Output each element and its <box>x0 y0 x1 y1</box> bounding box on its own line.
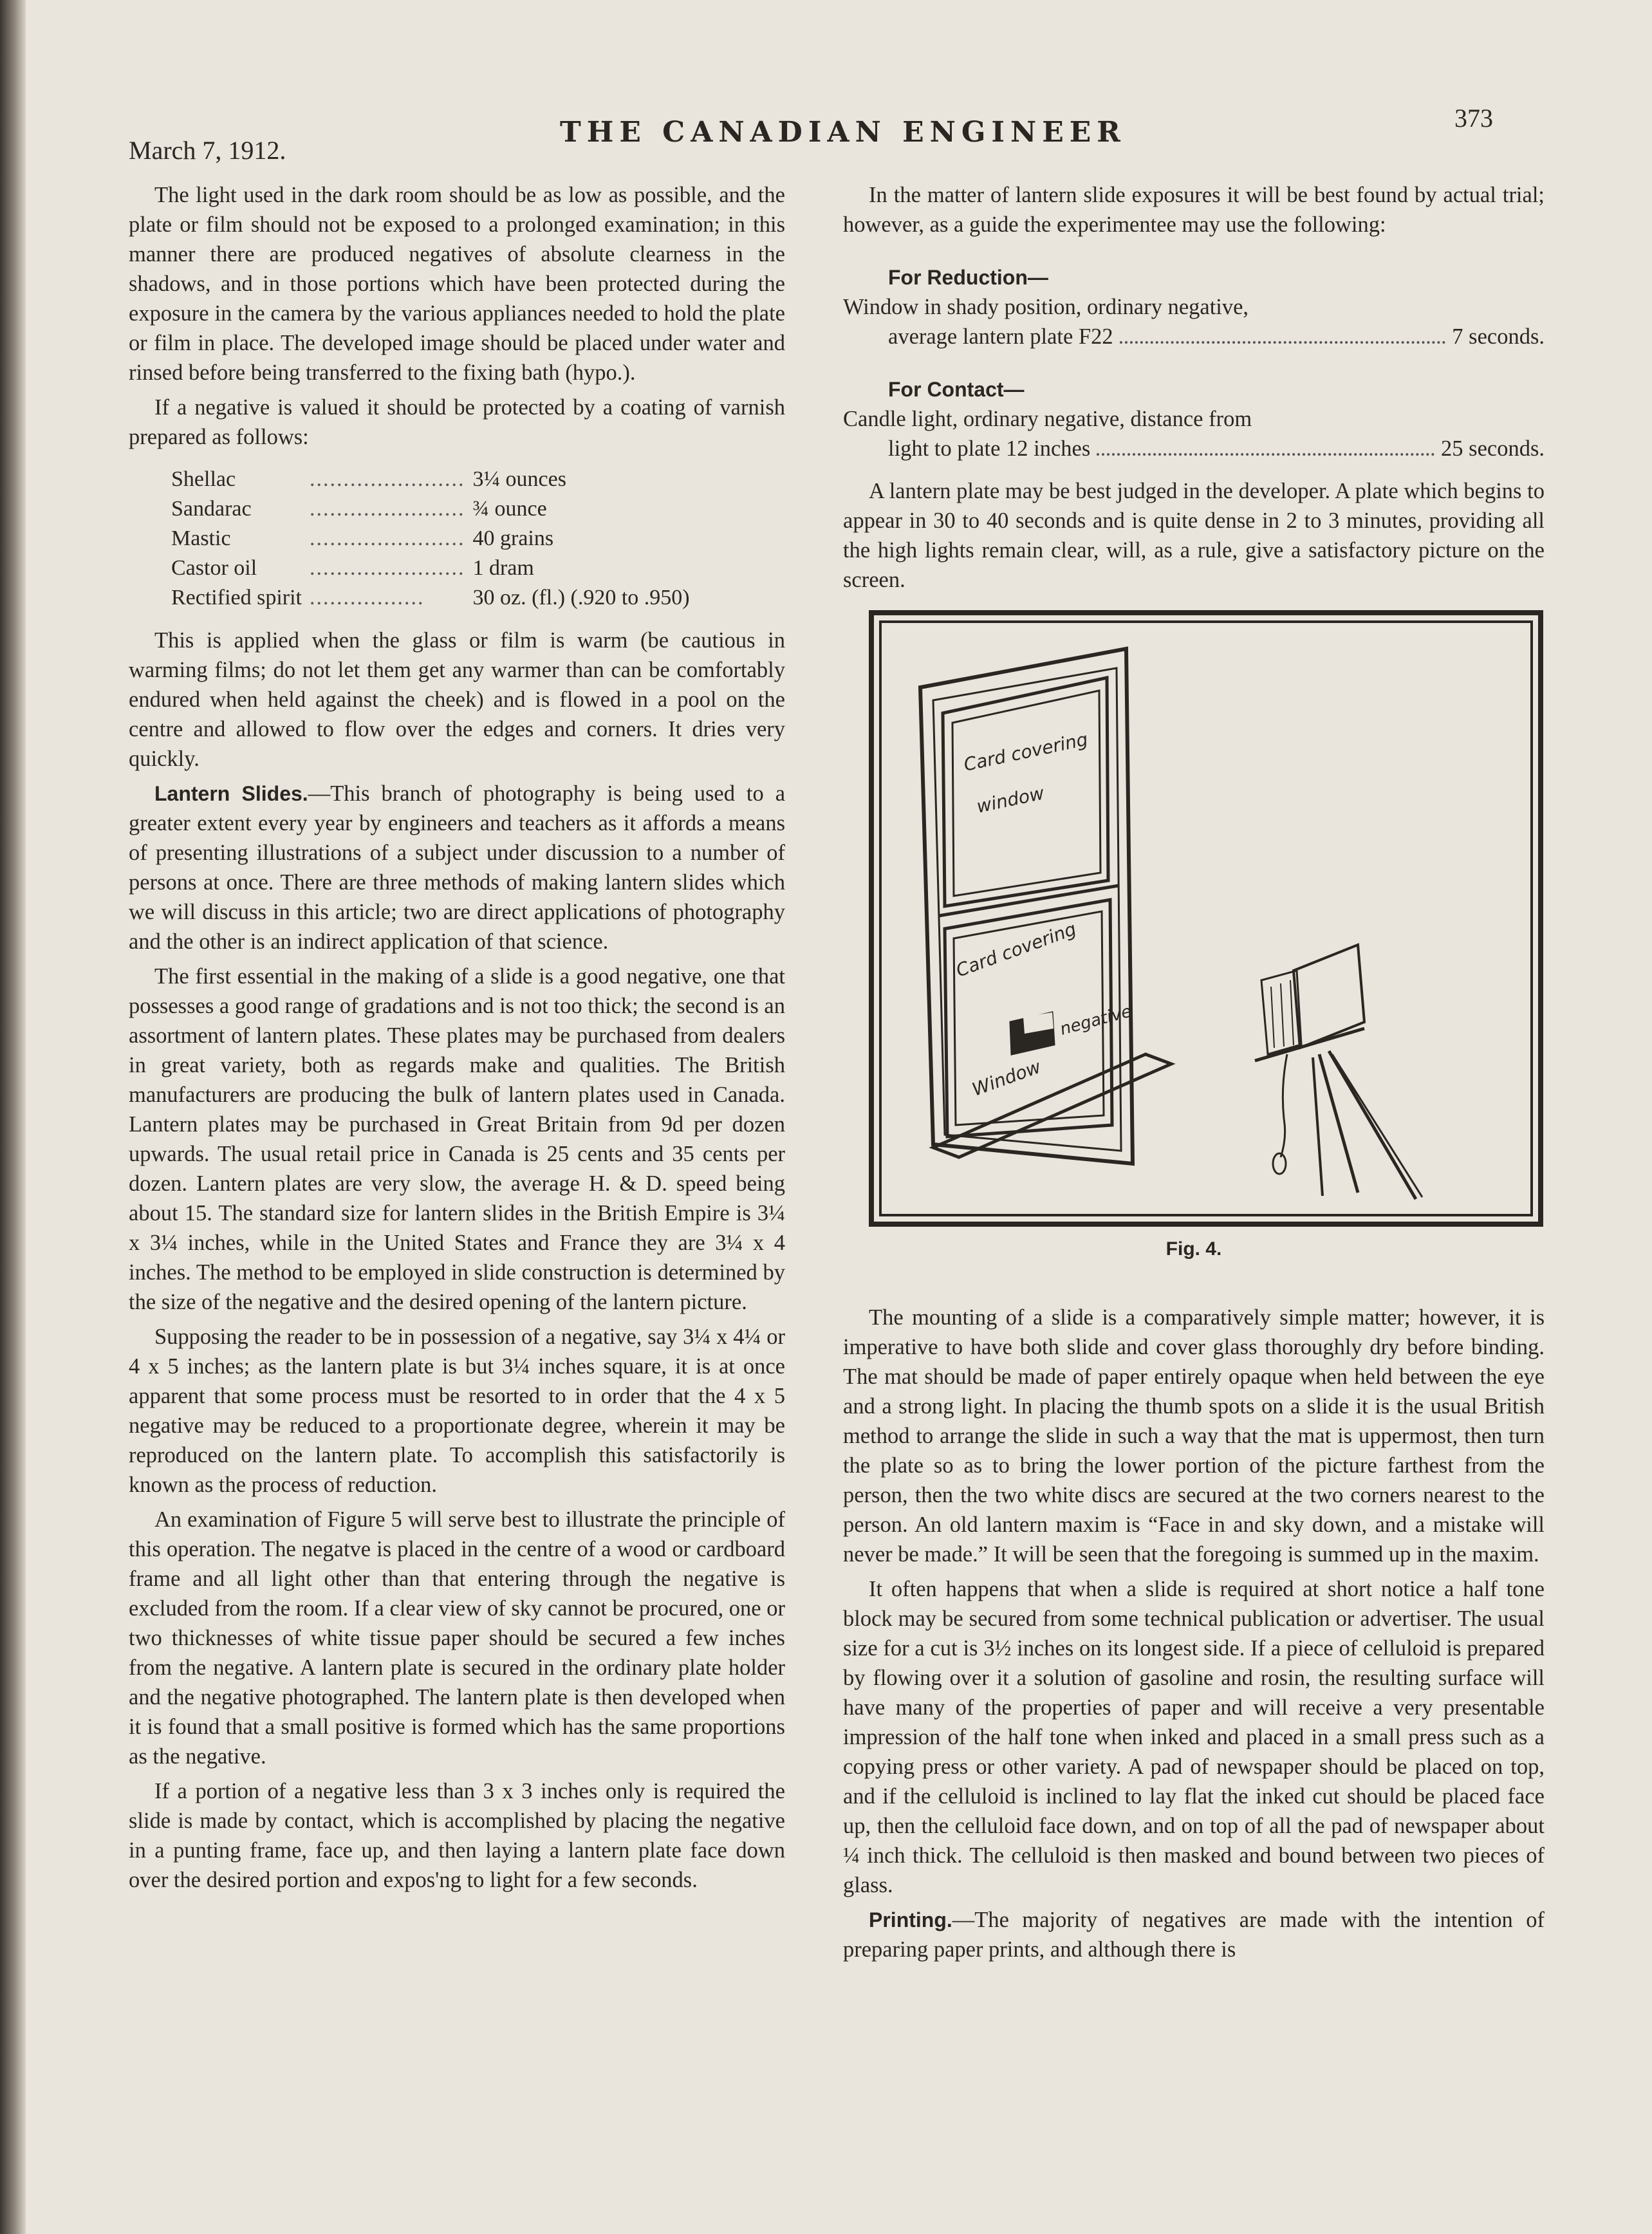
ingredient-name: Shellac <box>171 467 236 491</box>
reduction-label: average lantern plate F22 <box>888 324 1113 349</box>
ingredient-amount: ¾ ounce <box>472 497 547 521</box>
label-window-bottom: Window <box>969 1056 1044 1101</box>
leader-dots: ....................... <box>310 497 465 521</box>
figure-caption: Fig. 4. <box>1165 1238 1222 1260</box>
window-rail <box>938 886 1118 916</box>
tripod-leg <box>1319 1054 1358 1193</box>
paragraph: The first essential in the making of a slide is a good negative, one that possesses a good range of gradations and is not too thick; the second is an assortment of lantern plates. These plates may be purchased from dealers in great variety, both as regards make and qualities. The British manufacturers are producing the bulk of lantern plates used in Canada. Lantern plates may be purchased in Great Britain from 9d per dozen upwards. The usual retail price in Canada is 25 cents and 35 cents per dozen. Lantern plates are very slow, the average H. & D. speed being about 15. The standard size for lantern slides in the British Empire is 3¼ x 3¼ inches, while in the United States and France they are 3¼ x 4 inches. The method to be employed in slide construction is determined by the size of the negative and the desired opening of the lantern picture. <box>129 964 785 1314</box>
ingredient-amount: 3¼ ounces <box>472 467 566 491</box>
paragraph: Supposing the reader to be in possession of a negative, say 3¼ x 4¼ or 4 x 5 inches; as the lantern plate is but 3¼ inches square, it is at once apparent that some process must be resorted to in order that the 4 x 5 negative may be reduced to a proportionate degree, wherein it may be reproduced on the lantern plate. To accomplish this satisfactorily is known as the process of reduction. <box>129 1325 785 1497</box>
contact-heading: For Contact— <box>888 378 1025 401</box>
label-card-covering-bottom: Card covering <box>953 918 1079 982</box>
tripod-leg <box>1313 1057 1323 1196</box>
paragraph: This is applied when the glass or film is warm (be cautious in warming films; do not let them get any warmer than can be comfortably endured when held against the cheek) and is flowed in a pool on the centre and allowed to flow over the edges and corners. It dries very quickly. <box>129 628 785 771</box>
paragraph: If a negative is valued it should be protected by a coating of varnish prepared as follows: <box>129 395 785 449</box>
ingredient-name: Rectified spirit <box>171 586 302 610</box>
ingredient-amount: 30 oz. (fl.) (.920 to .950) <box>472 586 690 610</box>
label-card-covering-top: Card covering <box>961 728 1090 776</box>
window-sill <box>933 1054 1171 1157</box>
page-header <box>129 103 1545 165</box>
cable-release <box>1281 1054 1287 1157</box>
bellows-fold <box>1281 983 1284 1047</box>
contact-exposure <box>843 375 1545 463</box>
recipe-row <box>167 465 694 494</box>
label-window-top: window <box>974 782 1046 817</box>
bellows-fold <box>1290 980 1294 1045</box>
window-camera-drawing <box>869 610 1545 1228</box>
leader-dots: ....................... <box>310 526 465 550</box>
contact-time: 25 seconds. <box>1441 436 1545 461</box>
page-binding-edge <box>0 0 26 2234</box>
section-heading-printing: Printing. <box>869 1908 952 1931</box>
paragraph: If a portion of a negative less than 3 x 3 inches only is required the slide is made by contact, which is accomplished by placing the negative in a punting frame, face up, and then laying a lantern plate face down over the desired portion and expos'ng to light for a few seconds. <box>129 1779 785 1892</box>
paragraph-text: —This branch of photography is being used to a greater extent every year by engineers and teachers as it affords a means of presenting illustrations of a subject under discussion to a number of persons at once. There are three methods of making lantern slides which we will discuss in this article; two are direct applications of photography and the other is an indirect application of that science. <box>129 781 786 954</box>
recipe-row <box>167 554 694 583</box>
bellows-fold <box>1271 987 1274 1048</box>
label-negative: negative <box>1058 1001 1134 1039</box>
paragraph: It often happens that when a slide is required at short notice a half tone block may be secured from some technical publication or advertiser. The usual size for a cut is 3½ inches on its longest side. If a piece of celluloid is prepared by flowing over it a solution of gasoline and rosin, the resulting surface will have many of the properties of paper and will receive a very presentable impression of the half tone when inked and placed in a small press such as a copying press or other variety. A pad of newspaper should be placed on top, and if the celluloid is inclined to lay flat the inked cut should be placed face up, then the celluloid face down, and on top of all the pad of newspaper about ¼ inch thick. The celluloid is then masked and bound between two pieces of glass. <box>843 1577 1545 1897</box>
reduction-line: Window in shady position, ordinary negative, <box>843 295 1249 319</box>
ingredient-name: Castor oil <box>171 556 257 580</box>
right-column <box>843 180 1545 1969</box>
tripod-leg <box>1329 1051 1416 1199</box>
leader-dots: ....................... <box>310 467 465 491</box>
issue-date: March 7, 1912. <box>129 136 286 165</box>
reduction-time: 7 seconds. <box>1452 324 1545 349</box>
ingredient-amount: 1 dram <box>472 556 534 580</box>
paragraph: In the matter of lantern slide exposures it will be best found by actual trial; however, as a guide the experimentee may use the following: <box>843 183 1545 237</box>
contact-line: Candle light, ordinary negative, distance from <box>843 407 1252 431</box>
figure-4-illustration <box>869 610 1545 1228</box>
ingredient-amount: 40 grains <box>472 526 554 550</box>
paragraph: A lantern plate may be best judged in the developer. A plate which begins to appear in 30 to 40 seconds and is quite dense in 2 to 3 minutes, providing all the high lights remain clear, will, as a rule, give a satisfactory picture on the screen. <box>843 479 1545 592</box>
recipe-row <box>167 583 694 613</box>
page-number: 373 <box>1454 104 1493 133</box>
figure-outer-frame <box>871 613 1541 1224</box>
contact-label: light to plate 12 inches <box>888 436 1091 461</box>
leader-dots <box>1120 322 1446 344</box>
paragraph: An examination of Figure 5 will serve best to illustrate the principle of this operation. The negatve is placed in the centre of a wood or cardboard frame and all light other than that entering through the negative is excluded from the room. If a clear view of sky cannot be procured, one or two thicknesses of white tissue paper should be secured a few inches from the negative. A lantern plate is secured in the ordinary plate holder and the negative photographed. The lantern plate is then developed when it is found that a small positive is formed which has the same proportions as the negative. <box>129 1507 785 1769</box>
leader-dots: ....................... <box>310 556 465 580</box>
camera-baseboard <box>1255 1029 1364 1061</box>
left-column <box>129 180 785 1900</box>
paragraph: The mounting of a slide is a comparatively simple matter; however, it is imperative to have both slide and cover glass thoroughly dry before binding. The mat should be made of paper entirely opaque when held between the eye and a strong light. In placing the thumb spots on a slide it is the usual British method to arrange the slide in such a way that the mat is uppermost, then turn the plate so as to bring the lower portion of the picture farthest from the person, then the two white discs are secured at the two corners nearest to the person. An old lantern maxim is “Face in and sky down, and a mistake will never be made.” It will be seen that the foregoing is summed up in the maxim. <box>843 1305 1545 1567</box>
cable-bulb <box>1273 1153 1286 1174</box>
section-heading-lantern-slides: Lantern Slides. <box>154 782 308 805</box>
paragraph: The light used in the dark room should be as low as possible, and the plate or film should not be exposed to a prolonged examination; in this manner there are produced negatives of absolute clearness in the shadows, and in those portions which have been protected during the exposure in the camera by the various appliances needed to hold the plate or film in place. The developed image should be placed under water and rinsed before being transferred to the fixing bath (hypo.). <box>129 183 785 385</box>
ingredient-name: Sandarac <box>171 497 252 521</box>
recipe-row <box>167 524 694 554</box>
reduction-heading: For Reduction— <box>888 266 1048 289</box>
varnish-recipe-table <box>167 465 694 613</box>
tripod-leg <box>1332 1054 1422 1197</box>
paragraph <box>129 779 785 956</box>
reduction-exposure <box>843 263 1545 351</box>
journal-title: THE CANADIAN ENGINEER <box>560 116 1126 149</box>
leader-dots: ................. <box>310 586 425 610</box>
reduction-line <box>888 322 1545 351</box>
leader-dots <box>1097 434 1434 456</box>
paragraph <box>843 1905 1545 1964</box>
contact-line <box>888 434 1545 463</box>
paragraph-text: —The majority of negatives are made with the intention of preparing paper prints, and although there is <box>843 1908 1545 1962</box>
ingredient-name: Mastic <box>171 526 231 550</box>
recipe-row <box>167 494 694 524</box>
